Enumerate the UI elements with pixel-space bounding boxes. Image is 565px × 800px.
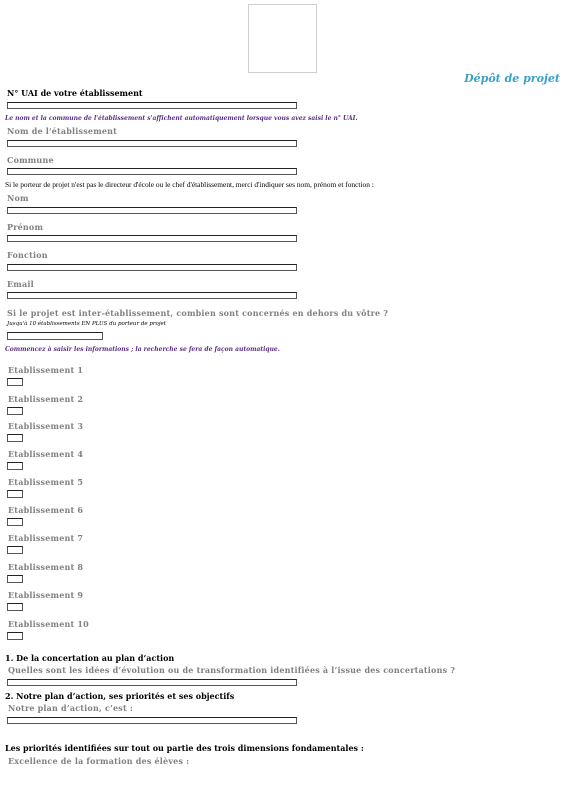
email-label: Email — [7, 279, 34, 289]
search-note: Commencez à saisir les informations ; la recherche se fera de façon automatique. — [5, 346, 280, 353]
etablissement-name-field — [7, 140, 297, 147]
etablissement-3-label: Etablissement 3 — [8, 421, 84, 431]
prenom-input[interactable] — [7, 235, 297, 242]
fonction-label: Fonction — [7, 250, 48, 260]
section-1-question: Quelles sont les idées d’évolution ou de transformation identifiées à l’issue des concertations ? — [8, 665, 456, 675]
etablissement-3-input[interactable] — [7, 434, 23, 442]
etablissement-8-input[interactable] — [7, 575, 23, 583]
section-2-title: 2. Notre plan d’action, ses priorités et ses objectifs — [5, 691, 235, 701]
commune-field — [7, 168, 297, 175]
etablissement-8-label: Etablissement 8 — [8, 562, 84, 572]
section-2-input[interactable] — [7, 717, 297, 724]
nom-label: Nom — [7, 193, 29, 203]
logo-placeholder-icon — [248, 4, 317, 73]
commune-label: Commune — [7, 155, 54, 165]
etablissement-7-input[interactable] — [7, 546, 23, 554]
etablissement-4-input[interactable] — [7, 462, 23, 470]
nom-input[interactable] — [7, 207, 297, 214]
etablissement-9-label: Etablissement 9 — [8, 590, 84, 600]
section-1-input[interactable] — [7, 679, 297, 686]
etablissement-6-label: Etablissement 6 — [8, 505, 84, 515]
etablissement-10-label: Etablissement 10 — [8, 619, 89, 629]
etablissement-7-label: Etablissement 7 — [8, 533, 84, 543]
uai-input[interactable] — [7, 102, 297, 109]
section-2-question: Notre plan d’action, c’est : — [8, 703, 134, 713]
section-1-title: 1. De la concertation au plan d’action — [5, 653, 175, 663]
etablissement-2-label: Etablissement 2 — [8, 394, 84, 404]
page-heading: Dépôt de projet — [464, 72, 560, 85]
inter-etablissement-count-input[interactable] — [7, 332, 103, 340]
porteur-intro-text: Si le porteur de projet n'est pas le directeur d'école ou le chef d'établissement, merci d'indiquer ses nom, prénom et fonction : — [5, 180, 374, 189]
uai-note: Le nom et la commune de l'établissement s'affichent automatiquement lorsque vous avez saisi le n° UAI. — [5, 115, 358, 122]
excellence-label: Excellence de la formation des élèves : — [8, 756, 190, 766]
etablissement-10-input[interactable] — [7, 632, 23, 640]
inter-etablissement-label: Si le projet est inter-établissement, combien sont concernés en dehors du vôtre ? — [7, 308, 389, 318]
prenom-label: Prénom — [7, 222, 44, 232]
email-input[interactable] — [7, 292, 297, 299]
fonction-input[interactable] — [7, 264, 297, 271]
inter-etablissement-hint: Jusqu'à 10 établissements EN PLUS du porteur de projet — [7, 321, 166, 327]
priorities-title: Les priorités identifiées sur tout ou partie des trois dimensions fondamentales : — [5, 743, 364, 753]
etablissement-6-input[interactable] — [7, 518, 23, 526]
etablissement-4-label: Etablissement 4 — [8, 449, 84, 459]
etablissement-1-input[interactable] — [7, 378, 23, 386]
etablissement-2-input[interactable] — [7, 407, 23, 415]
etablissement-name-label: Nom de l'établissement — [7, 126, 118, 136]
etablissement-9-input[interactable] — [7, 603, 23, 611]
etablissement-1-label: Etablissement 1 — [8, 365, 84, 375]
etablissement-5-label: Etablissement 5 — [8, 477, 84, 487]
etablissement-5-input[interactable] — [7, 490, 23, 498]
uai-label: N° UAI de votre établissement — [7, 88, 143, 98]
